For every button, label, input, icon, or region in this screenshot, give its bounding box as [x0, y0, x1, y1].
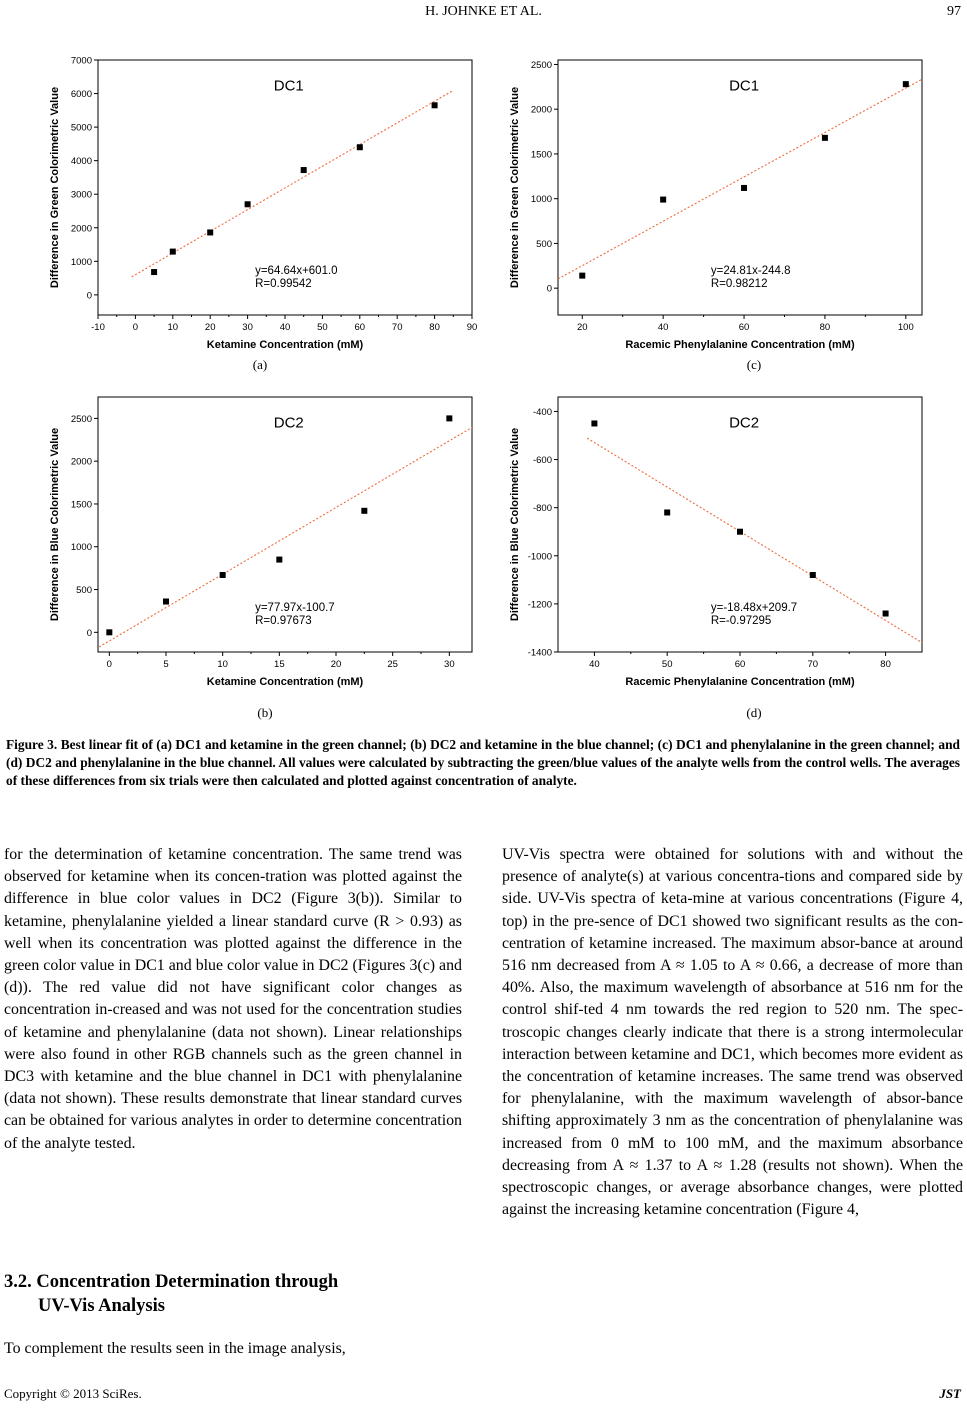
- data-point: [446, 415, 452, 421]
- y-tick-label: 500: [76, 585, 92, 597]
- data-point: [810, 572, 816, 578]
- y-tick-label: -400: [532, 406, 552, 418]
- x-axis-label: Racemic Phenylalanine Concentration (mM): [625, 676, 855, 688]
- fit-equation-label: R=-0.97295: [710, 615, 772, 628]
- y-tick-label: 2000: [70, 223, 92, 235]
- y-tick-label: 1000: [70, 542, 92, 554]
- data-point: [737, 529, 743, 535]
- chart-a-svg: [40, 48, 480, 363]
- y-axis-label: Difference in Green Colorimetric Value: [49, 86, 61, 289]
- y-tick-label: 2500: [530, 59, 552, 71]
- x-tick-label: 10: [167, 322, 179, 333]
- y-tick-label: 6000: [70, 89, 92, 101]
- y-tick-label: -1400: [527, 647, 552, 659]
- x-tick-label: 40: [657, 322, 669, 333]
- right-column: [502, 844, 963, 1221]
- chart-b-svg: [40, 385, 480, 700]
- x-tick-label: 15: [274, 659, 285, 670]
- fit-equation-label: y=-18.48x+209.7: [710, 602, 798, 615]
- x-axis-label: Racemic Phenylalanine Concentration (mM): [625, 339, 855, 351]
- chart-c-svg: [500, 48, 930, 363]
- chart-title: DC2: [273, 414, 304, 432]
- page-number: 97: [947, 4, 961, 19]
- section-heading: [4, 1270, 454, 1318]
- x-tick-label: 60: [734, 659, 746, 670]
- y-tick-label: 4000: [70, 156, 92, 168]
- y-axis-label: Difference in Blue Colorimetric Value: [49, 427, 61, 622]
- data-point: [106, 629, 112, 635]
- right-paragraph: UV-Vis spectra were obtained for solutions with and without the presence of analyte(s) at various concentra-tions and compared side by side. UV-Vis spectra of keta-mine at various concentrations (Figure 4, top) in the pre-sence of DC1 showed two significant results as the con-centration of ketamine increased. The maximum absor-bance at around 516 nm decreased from A ≈ 1.05 to A ≈ 0.66, a decrease of more than 40%. Also, the maximum wavelength of absorbance at 516 nm for the control shif-ted 4 nm towards the red region to 520 nm. The spec-troscopic changes clearly indicate that there is a strong intermolecular interaction between ketamine and DC1, which becomes more evident as the concentration of ketamine increases. The same trend was observed for phenylalanine, with the maximum wavelength of absor-bance shifting approximately 3 nm as the concentration of phenylalanine was increased from 0 mM to 100 mM, and the maximum absorbance decreasing from A ≈ 1.37 to A ≈ 1.28 (results not shown). When the spectroscopic changes, or average absorbance changes, were plotted against the increasing ketamine concentration (Figure 4,: [502, 846, 963, 1219]
- y-tick-label: 2000: [530, 104, 552, 116]
- chart-title: DC1: [273, 77, 304, 95]
- left-column: [4, 844, 462, 1155]
- x-tick-label: 30: [242, 322, 253, 333]
- y-tick-label: 7000: [70, 55, 92, 67]
- x-tick-label: 40: [589, 659, 600, 670]
- data-point: [660, 197, 666, 203]
- y-tick-label: -1000: [527, 551, 552, 563]
- y-tick-label: 3000: [70, 189, 92, 201]
- y-tick-label: 0: [86, 290, 92, 302]
- data-point: [903, 81, 909, 87]
- data-point: [883, 611, 889, 617]
- y-tick-label: 500: [536, 238, 552, 250]
- data-point: [151, 269, 157, 275]
- chart-title: DC1: [729, 77, 760, 95]
- fit-equation-label: y=24.81x-244.8: [710, 265, 791, 278]
- y-tick-label: 1000: [70, 256, 92, 268]
- x-tick-label: 80: [429, 322, 440, 333]
- x-tick-label: 20: [576, 322, 588, 333]
- x-tick-label: 70: [807, 659, 819, 670]
- data-point: [432, 102, 438, 108]
- x-tick-label: 50: [661, 659, 673, 670]
- section-heading-line1: 3.2. Concentration Determination through: [4, 1272, 339, 1292]
- x-tick-label: 30: [444, 659, 455, 670]
- fit-line: [558, 79, 922, 279]
- footer-journal: JST: [939, 1386, 961, 1401]
- y-tick-label: 5000: [70, 122, 92, 134]
- x-tick-label: 80: [880, 659, 891, 670]
- fit-equation-label: R=0.99542: [255, 278, 312, 291]
- data-point: [163, 599, 169, 605]
- data-point: [822, 135, 828, 141]
- y-axis-label: Difference in Blue Colorimetric Value: [509, 427, 521, 622]
- x-tick-label: -10: [91, 322, 105, 333]
- data-point: [220, 572, 226, 578]
- chart-panel-b: [40, 385, 480, 700]
- data-point: [276, 557, 282, 563]
- data-point: [357, 144, 363, 150]
- x-tick-label: 60: [354, 322, 366, 333]
- x-tick-label: 10: [217, 659, 228, 670]
- chart-title: DC2: [729, 414, 760, 432]
- running-title: H. JOHNKE ET AL.: [425, 4, 542, 19]
- panel-label-d: (d): [746, 705, 762, 720]
- x-axis-label: Ketamine Concentration (mM): [206, 339, 364, 351]
- y-tick-label: 1500: [70, 499, 92, 511]
- left-paragraph-2: To complement the results seen in the image analysis,: [4, 1340, 346, 1357]
- y-tick-label: 1500: [530, 149, 552, 161]
- data-point: [579, 273, 585, 279]
- chart-panel-a: [40, 48, 480, 363]
- x-tick-label: 80: [819, 322, 831, 333]
- data-point: [361, 508, 367, 514]
- x-tick-label: 0: [132, 322, 139, 333]
- y-tick-label: -1200: [527, 599, 552, 611]
- panel-label-b: (b): [257, 705, 273, 720]
- left-paragraph-1: for the determination of ketamine concentration. The same trend was observed for ketamine when its concen-tration was plotted against the difference in blue color values in DC2 (Figure 3(b)). Similar to ketamine, phenylalanine yielded a linear standard curve (R > 0.93) as well when its concentration was plotted against the difference in the green color value in DC1 and blue color value in DC2 (Figures 3(c) and (d)). The red value did not have significant color changes as concentration in-creased and was not used for the concentration studies of ketamine and phenylalanine (data not shown). Linear relationships were also found in other RGB channels such as the green channel in DC3 with ketamine and the blue channel in DC1 with phenylalanine (data not shown). These results demonstrate that linear standard curves can be obtained for various analytes in order to determine concentration of the analyte tested.: [4, 846, 462, 1152]
- x-tick-label: 50: [317, 322, 328, 333]
- fit-equation-label: y=64.64x+601.0: [255, 265, 338, 278]
- fit-equation-label: y=77.97x-100.7: [255, 602, 335, 615]
- fit-equation-label: R=0.97673: [255, 615, 312, 628]
- x-axis-label: Ketamine Concentration (mM): [206, 676, 364, 688]
- y-tick-label: 0: [546, 283, 552, 295]
- section-heading-line2: UV-Vis Analysis: [38, 1296, 165, 1316]
- x-tick-label: 60: [738, 322, 750, 333]
- chart-d-svg: [500, 385, 930, 700]
- fit-line: [132, 90, 454, 277]
- chart-panel-d: [500, 385, 930, 700]
- y-tick-label: 2500: [70, 413, 92, 425]
- page-header: [0, 4, 967, 24]
- fit-equation-label: R=0.98212: [710, 278, 768, 291]
- y-axis-label: Difference in Green Colorimetric Value: [509, 86, 521, 289]
- data-point: [591, 420, 597, 426]
- y-tick-label: 2000: [70, 456, 92, 468]
- data-point: [207, 229, 213, 235]
- x-tick-label: 90: [466, 322, 478, 333]
- footer-copyright: Copyright © 2013 SciRes.: [4, 1386, 142, 1401]
- data-point: [301, 167, 307, 173]
- data-point: [170, 249, 176, 255]
- x-tick-label: 25: [387, 659, 398, 670]
- y-tick-label: -600: [532, 455, 552, 467]
- x-tick-label: 100: [897, 322, 914, 333]
- x-tick-label: 20: [330, 659, 342, 670]
- x-tick-label: 20: [204, 322, 216, 333]
- figure-caption: Figure 3. Best linear fit of (a) DC1 and ketamine in the green channel; (b) DC2 and ketamine in the blue channel; (c) DC1 and phenylalanine in the green channel; and (d) DC2 and phenylalanine in the blue channel. All values were calculated by subtracting the green/blue values of the analyte wells from the control wells. The averages of these differences from six trials were then calculated and plotted against concentration of analyte.: [6, 737, 960, 788]
- data-point: [741, 185, 747, 191]
- y-tick-label: 1000: [530, 194, 552, 206]
- x-tick-label: 0: [106, 659, 112, 670]
- x-tick-label: 70: [391, 322, 403, 333]
- data-point: [664, 509, 670, 515]
- data-point: [245, 201, 251, 207]
- panel-label-c: (c): [746, 357, 762, 372]
- y-tick-label: 0: [86, 627, 92, 639]
- y-tick-label: -800: [532, 503, 552, 515]
- chart-panel-c: [500, 48, 930, 363]
- x-tick-label: 5: [163, 659, 169, 670]
- panel-label-a: (a): [252, 357, 268, 372]
- x-tick-label: 40: [279, 322, 291, 333]
- left-column-continued: [4, 1338, 462, 1360]
